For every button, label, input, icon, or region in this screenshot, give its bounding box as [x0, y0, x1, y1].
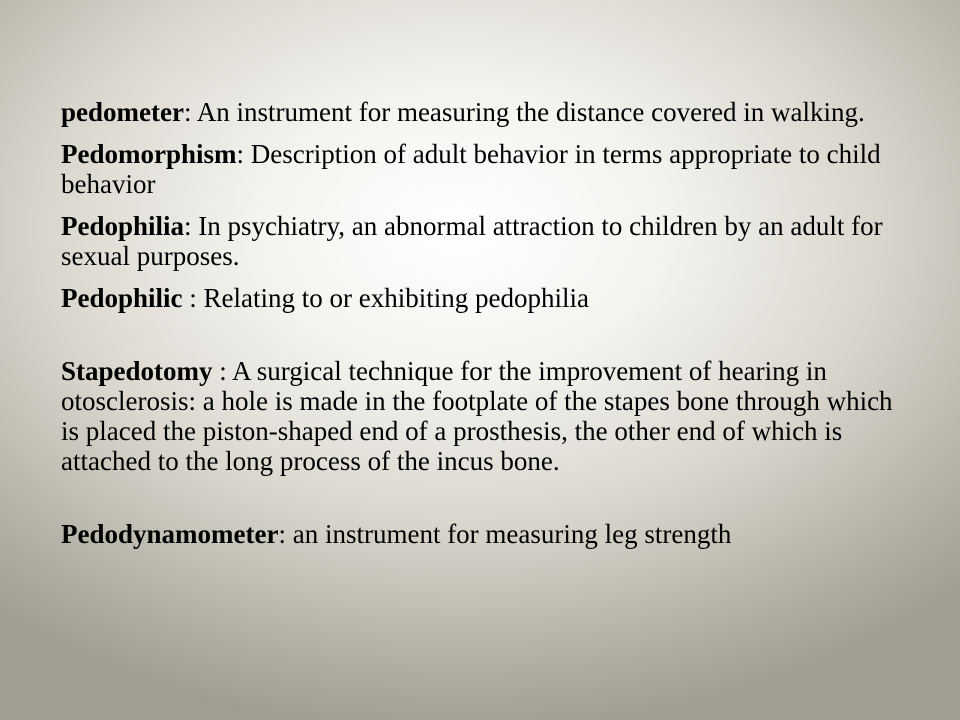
entry-definition: an instrument for measuring leg strength: [292, 519, 732, 549]
entry-term: Pedomorphism: [61, 139, 237, 169]
entry-separator: :: [212, 356, 233, 386]
entry-pedophilic: [61, 283, 903, 313]
spacer: [61, 127, 903, 139]
spacer: [61, 313, 903, 356]
glossary-list: [61, 97, 903, 549]
entry-definition: Relating to or exhibiting pedophilia: [203, 283, 589, 313]
entry-term: pedometer: [61, 97, 184, 127]
entry-pedomorphism: [61, 139, 903, 199]
spacer: [61, 476, 903, 519]
entry-separator: :: [184, 211, 199, 241]
entry-definition: An instrument for measuring the distance covered in walking.: [196, 97, 865, 127]
entry-pedometer: [61, 97, 903, 127]
entry-definition: Description of adult behavior in terms appropriate to child behavior: [61, 139, 881, 199]
entry-definition: In psychiatry, an abnormal attraction to children by an adult for sexual purposes.: [61, 211, 883, 271]
entry-separator: :: [183, 97, 197, 127]
entry-separator: :: [278, 519, 293, 549]
entry-stapedotomy: [61, 356, 903, 476]
entry-pedodynamometer: [61, 519, 903, 549]
entry-separator: :: [236, 139, 251, 169]
entry-term: Stapedotomy: [61, 356, 213, 386]
entry-pedophilia: [61, 211, 903, 271]
entry-term: Pedophilic: [61, 283, 183, 313]
spacer: [61, 199, 903, 211]
entry-separator: :: [182, 283, 204, 313]
spacer: [61, 271, 903, 283]
entry-term: Pedophilia: [61, 211, 185, 241]
entry-term: Pedodynamometer: [61, 519, 279, 549]
entry-definition: A surgical technique for the improvement of hearing in otosclerosis: a hole is made in the footplate of the stapes bone through which is placed the piston-shaped end of a prosthesis, the other end of which is attached to the long process of the incus bone.: [61, 356, 893, 476]
